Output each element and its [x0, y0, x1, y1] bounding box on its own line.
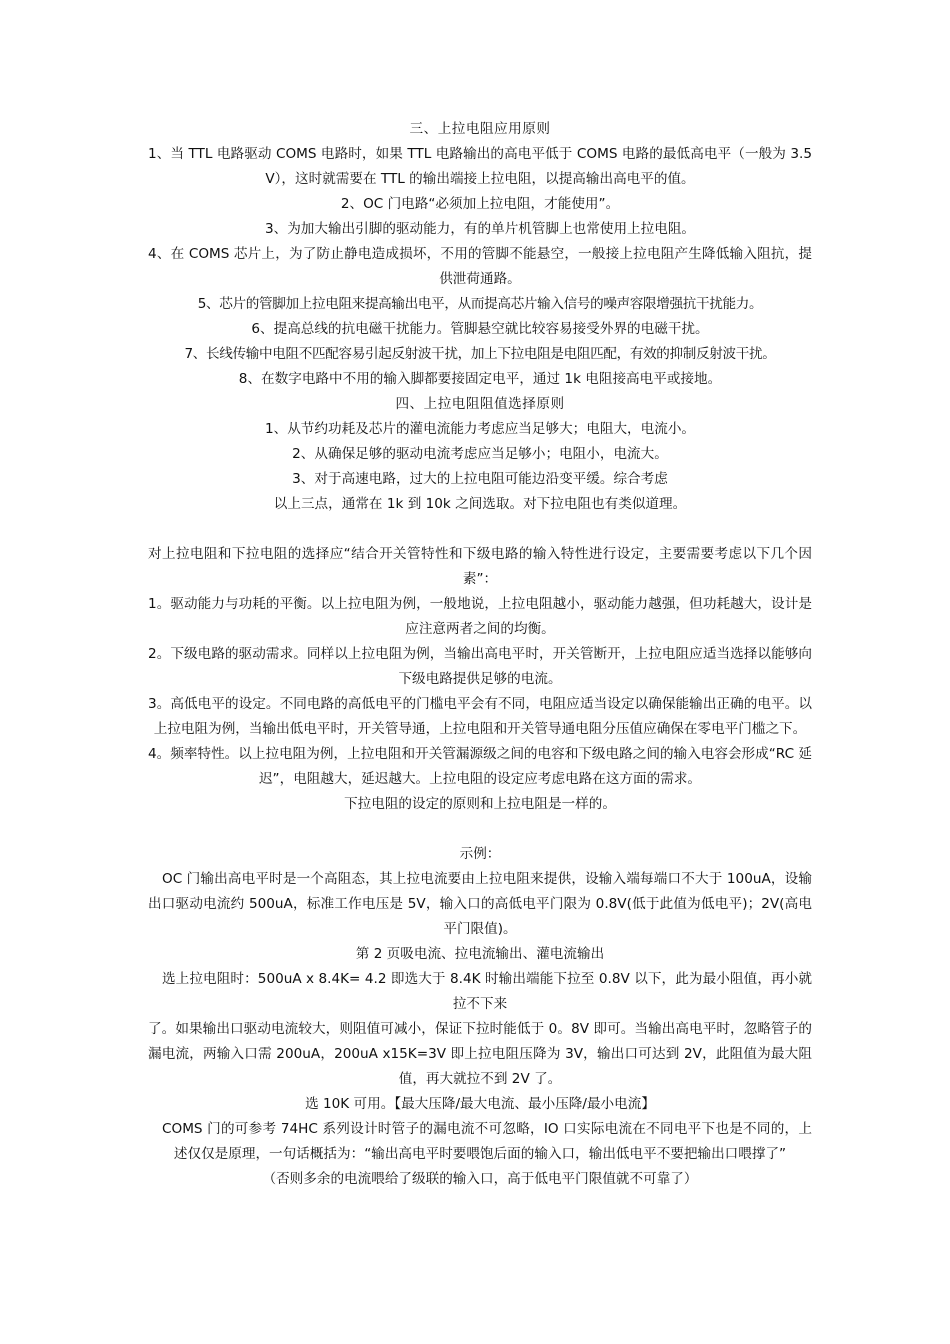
- example-choice: 选 10K 可用。【最大压降/最大电流、最小压降/最小电流】: [305, 1096, 655, 1112]
- section4-item-3: 3、对于高速电路，过大的上拉电阻可能边沿变平缓。综合考虑: [292, 471, 668, 487]
- blank-line: [148, 817, 812, 842]
- document-body: [148, 117, 812, 1192]
- example-paragraph-5: （否则多余的电流喂给了级联的输入口，高于低电平门限值就不可靠了）: [262, 1171, 698, 1187]
- example-paragraph-3: 了。如果输出口驱动电流较大，则阻值可减小，保证下拉时能低于 0。8V 即可。当输出高电平时，忽略管子的漏电流，两输入口需 200uA，200uA x15K=3V 即上拉电阻压降为 3V，输出口可达到 2V，此阻值为最大阻值，再大就拉不到 2V 了。: [148, 1021, 812, 1087]
- page-marker: 第 2 页吸电流、拉电流输出、灌电流输出: [355, 946, 605, 962]
- example-paragraph-1: OC 门输出高电平时是一个高阻态，其上拉电流要由上拉电阻来提供，设输入端每端口不大于 100uA，设输出口驱动电流约 500uA，标准工作电压是 5V，输入口的高低电平门限为 0.8V(低于此值为低电平)；2V(高电平门限值)。: [148, 871, 812, 937]
- selection-point-3: 3。高低电平的设定。不同电路的高低电平的门槛电平会有不同，电阻应适当设定以确保能输出正确的电平。以上拉电阻为例，当输出低电平时，开关管导通，上拉电阻和开关管导通电阻分压值应确保在零电平门槛之下。: [148, 696, 812, 737]
- pulldown-note: 下拉电阻的设定的原则和上拉电阻是一样的。: [344, 796, 616, 812]
- section4-item-4: 以上三点，通常在 1k 到 10k 之间选取。对下拉电阻也有类似道理。: [273, 496, 687, 512]
- selection-point-2: 2。下级电路的驱动需求。同样以上拉电阻为例，当输出高电平时，开关管断开，上拉电阻应适当选择以能够向下级电路提供足够的电流。: [148, 646, 812, 687]
- selection-intro: 对上拉电阻和下拉电阻的选择应“结合开关管特性和下级电路的输入特性进行设定，主要需要考虑以下几个因素”：: [148, 546, 812, 587]
- section3-item-2: 2、OC 门电路“必须加上拉电阻，才能使用”。: [340, 196, 620, 212]
- blank-line: [148, 517, 812, 542]
- selection-point-1: 1。驱动能力与功耗的平衡。以上拉电阻为例，一般地说，上拉电阻越小，驱动能力越强，但功耗越大，设计是应注意两者之间的均衡。: [148, 596, 812, 637]
- example-paragraph-4: COMS 门的可参考 74HC 系列设计时管子的漏电流不可忽略，IO 口实际电流在不同电平下也是不同的，上述仅仅是原理，一句话概括为：“输出高电平时要喂饱后面的输入口，输出低电平不要把输出口喂撑了”: [162, 1121, 812, 1162]
- section3-item-4: 4、在 COMS 芯片上，为了防止静电造成损坏，不用的管脚不能悬空，一般接上拉电阻产生降低输入阻抗，提供泄荷通路。: [148, 246, 812, 287]
- section4-title: 四、上拉电阻阻值选择原则: [395, 396, 565, 412]
- section3-item-1: 1、当 TTL 电路驱动 COMS 电路时，如果 TTL 电路输出的高电平低于 COMS 电路的最低高电平（一般为 3.5V），这时就需要在 TTL 的输出端接上拉电阻，以提高输出高电平的值。: [148, 146, 812, 187]
- example-paragraph-2: 选上拉电阻时：500uA x 8.4K= 4.2 即选大于 8.4K 时输出端能下拉至 0.8V 以下，此为最小阻值，再小就拉不下来: [162, 971, 812, 1012]
- section4-item-1: 1、从节约功耗及芯片的灌电流能力考虑应当足够大；电阻大，电流小。: [264, 421, 696, 437]
- section3-title: 三、上拉电阻应用原则: [409, 121, 551, 137]
- selection-point-4: 4。频率特性。以上拉电阻为例，上拉电阻和开关管漏源级之间的电容和下级电路之间的输入电容会形成“RC 延迟”，电阻越大，延迟越大。上拉电阻的设定应考虑电路在这方面的需求。: [148, 746, 812, 787]
- section3-item-7: 7、长线传输中电阻不匹配容易引起反射波干扰，加上下拉电阻是电阻匹配，有效的抑制反射波干扰。: [184, 346, 776, 362]
- section3-item-6: 6、提高总线的抗电磁干扰能力。管脚悬空就比较容易接受外界的电磁干扰。: [251, 321, 709, 337]
- section3-item-3: 3、为加大输出引脚的驱动能力，有的单片机管脚上也常使用上拉电阻。: [264, 221, 696, 237]
- section3-item-8: 8、在数字电路中不用的输入脚都要接固定电平，通过 1k 电阻接高电平或接地。: [238, 371, 722, 387]
- section4-item-2: 2、从确保足够的驱动电流考虑应当足够小；电阻小，电流大。: [292, 446, 668, 462]
- section3-item-5: 5、芯片的管脚加上拉电阻来提高输出电平，从而提高芯片输入信号的噪声容限增强抗干扰能力。: [197, 296, 763, 312]
- example-title: 示例：: [459, 846, 501, 862]
